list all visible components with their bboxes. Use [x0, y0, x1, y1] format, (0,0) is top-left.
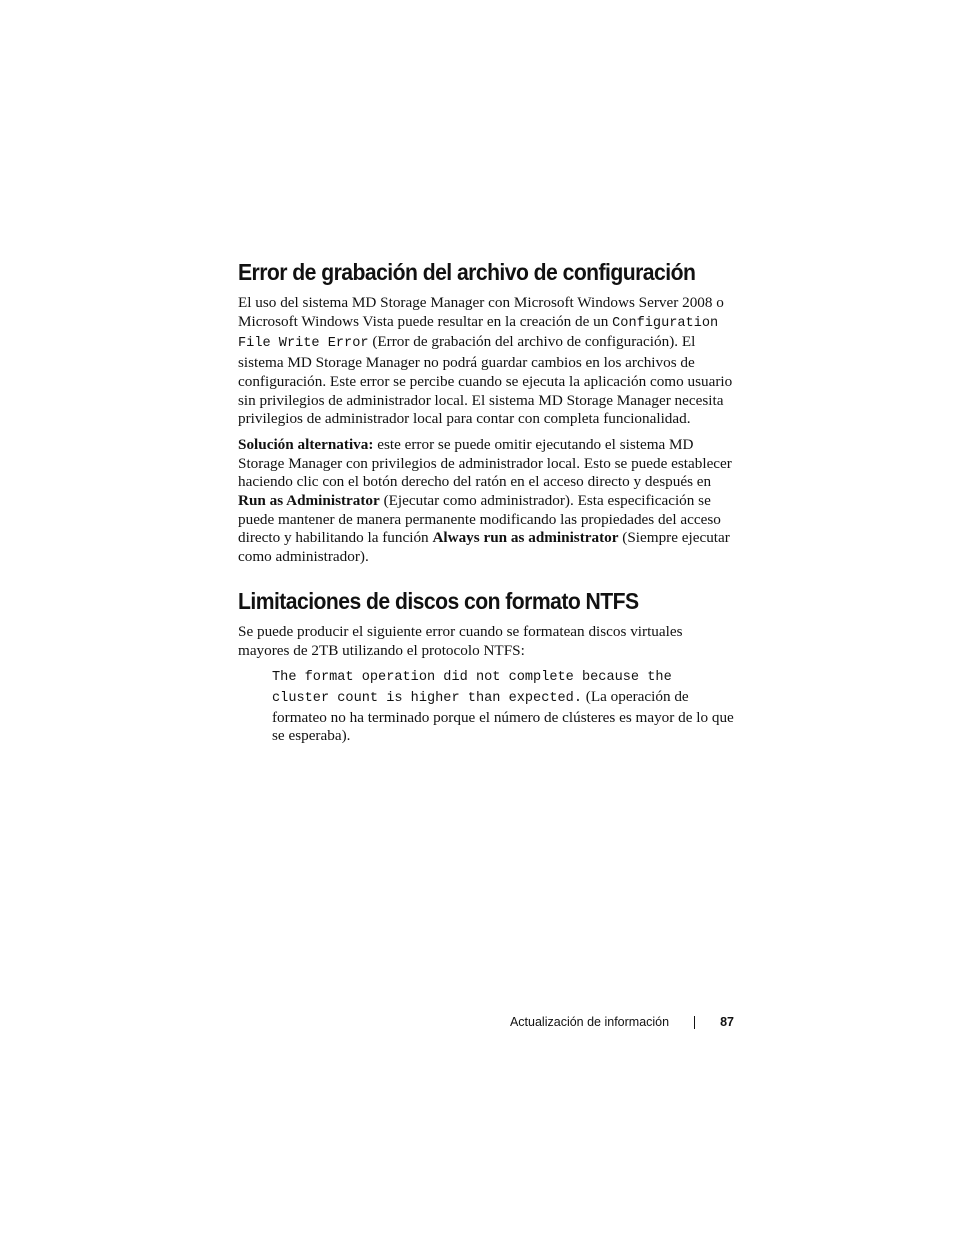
page-number: 87 — [720, 1015, 734, 1029]
paragraph-ntfs-intro: Se puede producir el siguiente error cuando se formatean discos virtuales mayores de 2TB utilizando el protocolo NTFS: — [238, 622, 683, 659]
code-config-file-write-error: Configuration File Write Error — [238, 315, 719, 352]
run-as-administrator-label: Run as Administrator — [238, 492, 380, 510]
code-format-error: The format operation did not complete because the cluster count is higher than expected. — [272, 670, 672, 706]
section-heading-config-error: Error de grabación del archivo de configuración — [238, 259, 696, 285]
page-content — [238, 258, 736, 753]
paragraph-workaround: Solución alternativa: este error se puede omitir ejecutando el sistema MD Storage Manager con privilegios de administrador local. Esto se puede establecer haciendo clic con el botón derecho del ratón en el acceso directo y después en Run as Administrator (Ejecutar como administrador). Esta especificación se puede mantener de manera permanente modificando las propiedades del acceso directo y habilitando la función Always run as administrator (Siempre ejecutar como administrador). — [238, 435, 732, 566]
paragraph-ntfs-error-message: The format operation did not complete because the cluster count is higher than expected. (La operación de formateo no ha terminado porque el número de clústeres es mayor de lo que se esperaba). — [272, 670, 734, 745]
workaround-label: Solución alternativa: — [238, 435, 374, 453]
footer-section-name: Actualización de información — [509, 1015, 670, 1029]
footer-separator — [694, 1016, 695, 1029]
paragraph-config-error-description: El uso del sistema MD Storage Manager con Microsoft Windows Server 2008 o Microsoft Windows Vista puede resultar en la creación de un Configuration File Write Error (Error de grabación del archivo de configuración). El sistema MD Storage Manager no podrá guardar cambios en los archivos de configuración. Este error se percibe cuando se ejecuta la aplicación como usuario sin privilegios de administrador local. El sistema MD Storage Manager necesita privilegios de administrador local para contar con completa funcionalidad. — [238, 294, 733, 428]
page-footer — [510, 1015, 734, 1029]
section-heading-ntfs-limitations: Limitaciones de discos con formato NTFS — [238, 587, 639, 614]
always-run-as-administrator-label: Always run as administrator — [432, 529, 619, 547]
